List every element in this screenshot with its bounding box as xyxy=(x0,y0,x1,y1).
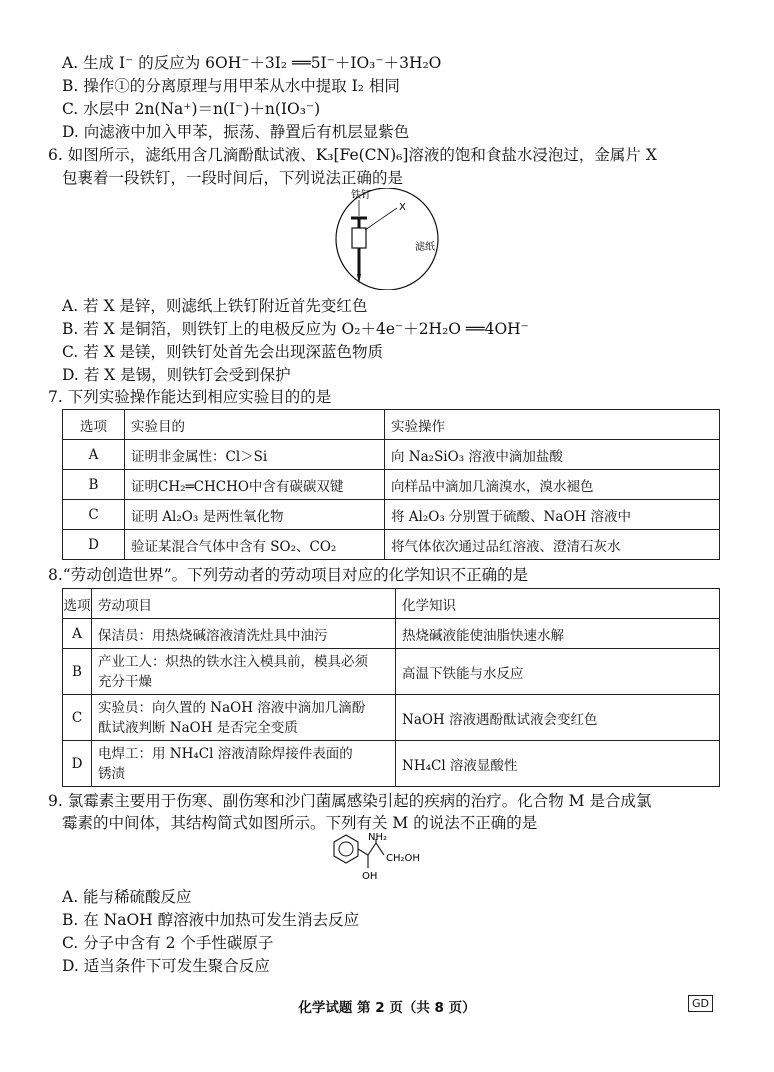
q8-row-project xyxy=(92,741,396,787)
q8-row-project-line2: 酞试液判断 NaOH 是否完全变质 xyxy=(98,719,298,736)
q6-option-d: D. 若 X 是锡，则铁钉会受到保护 xyxy=(62,366,291,384)
q8-table xyxy=(62,588,720,787)
q7-row-purpose: 验证某混合气体中含有 SO₂、CO₂ xyxy=(125,530,385,560)
q6-option-c: C. 若 X 是镁，则铁钉处首先会出现深蓝色物质 xyxy=(62,343,384,361)
q8-row-project-line1: 实验员：向久置的 NaOH 溶液中滴加几滴酚 xyxy=(98,699,366,716)
q7-row-purpose: 证明非金属性：Cl＞Si xyxy=(125,440,385,470)
table-row xyxy=(63,741,720,787)
q7-header-operation: 实验操作 xyxy=(385,410,720,440)
q9-structure-formula xyxy=(322,832,432,884)
q8-stem: 8.“劳动创造世界”。下列劳动者的劳动项目对应的化学知识不正确的是 xyxy=(48,566,529,584)
q8-row-knowledge: 高温下铁能与水反应 xyxy=(396,649,720,695)
table-row xyxy=(63,440,720,470)
q8-row-project xyxy=(92,695,396,741)
filter-paper-circle xyxy=(336,188,438,290)
q8-row-knowledge: NaOH 溶液遇酚酞试液会变红色 xyxy=(396,695,720,741)
q7-row-option: C xyxy=(63,500,125,530)
q7-row-operation: 向样品中滴加几滴溴水，溴水褪色 xyxy=(385,470,720,500)
q8-row-project-line1: 电焊工：用 NH₄Cl 溶液清除焊接件表面的 xyxy=(98,745,353,762)
label-x: X xyxy=(399,202,406,213)
q5-option-b: B. 操作①的分离原理与用甲苯从水中提取 I₂ 相同 xyxy=(62,77,400,95)
table-row xyxy=(63,695,720,741)
q8-header-row xyxy=(63,589,720,619)
q7-table xyxy=(62,409,720,560)
metal-x-wrap xyxy=(352,228,366,248)
q7-row-purpose: 证明 Al₂O₃ 是两性氧化物 xyxy=(125,500,385,530)
q8-row-project-line1: 产业工人：炽热的铁水注入模具前，模具必须 xyxy=(98,653,368,670)
q5-option-c: C. 水层中 2n(Na⁺)＝n(I⁻)＋n(IO₃⁻) xyxy=(62,100,321,118)
q7-row-operation: 将 Al₂O₃ 分别置于硫酸、NaOH 溶液中 xyxy=(385,500,720,530)
q9-option-a: A. 能与稀硫酸反应 xyxy=(62,888,192,906)
q7-row-operation: 将气体依次通过品红溶液、澄清石灰水 xyxy=(385,530,720,560)
table-row xyxy=(63,470,720,500)
q9-option-c: C. 分子中含有 2 个手性碳原子 xyxy=(62,934,274,952)
page-footer: 化学试题 第 2 页（共 8 页） xyxy=(298,1000,476,1016)
q9-option-d: D. 适当条件下可发生聚合反应 xyxy=(62,957,270,975)
q8-row-project-line1: 保洁员：用热烧碱溶液清洗灶具中油污 xyxy=(98,627,328,644)
table-row xyxy=(63,619,720,649)
q5-option-a: A. 生成 I⁻ 的反应为 6OH⁻＋3I₂ ══5I⁻＋IO₃⁻＋3H₂O xyxy=(62,54,442,72)
q6-figure-nail-in-filter-paper xyxy=(315,188,455,290)
benzene-ring xyxy=(334,835,358,863)
q8-header-option: 选项 xyxy=(63,589,92,619)
label-ch2oh: CH₂OH xyxy=(386,853,420,864)
q9-stem-line1: 9. 氯霉素主要用于伤寒、副伤寒和沙门菌属感染引起的疾病的治疗。化合物 M 是合成氯 xyxy=(48,792,652,810)
q8-row-project xyxy=(92,649,396,695)
q6-stem-line2: 包裹着一段铁钉，一段时间后，下列说法正确的是 xyxy=(62,169,404,187)
q8-header-project: 劳动项目 xyxy=(92,589,396,619)
q7-row-option: A xyxy=(63,440,125,470)
q9-option-b: B. 在 NaOH 醇溶液中加热可发生消去反应 xyxy=(62,911,360,929)
q6-option-b: B. 若 X 是铜箔，则铁钉上的电极反应为 O₂＋4e⁻＋2H₂O ══4OH⁻ xyxy=(62,320,529,338)
q8-row-knowledge: 热烧碱液能使油脂快速水解 xyxy=(396,619,720,649)
table-row xyxy=(63,500,720,530)
q8-row-option: D xyxy=(63,741,92,787)
q7-header-row xyxy=(63,410,720,440)
q8-row-project-line2: 锈渍 xyxy=(98,765,125,782)
label-nh2: NH₂ xyxy=(368,832,388,843)
label-oh: OH xyxy=(362,871,378,882)
table-row xyxy=(63,530,720,560)
q7-header-option: 选项 xyxy=(63,410,125,440)
q8-row-option: B xyxy=(63,649,92,695)
q8-row-option: A xyxy=(63,619,92,649)
q8-row-project-line2: 充分干燥 xyxy=(98,673,152,690)
table-row xyxy=(63,649,720,695)
q7-header-purpose: 实验目的 xyxy=(125,410,385,440)
q7-stem: 7. 下列实验操作能达到相应实验目的的是 xyxy=(48,388,332,406)
q7-row-purpose: 证明CH₂═CHCHO中含有碳碳双键 xyxy=(125,470,385,500)
q6-stem-line1: 6. 如图所示，滤纸用含几滴酚酞试液、K₃[Fe(CN)₆]溶液的饱和食盐水浸泡过，金属片 X xyxy=(48,146,657,164)
label-filter-paper: 滤纸 xyxy=(415,242,435,253)
q7-row-operation: 向 Na₂SiO₃ 溶液中滴加盐酸 xyxy=(385,440,720,470)
q5-option-d: D. 向滤液中加入甲苯，振荡、静置后有机层显紫色 xyxy=(62,123,410,141)
q9-stem-line2: 霉素的中间体，其结构简式如图所示。下列有关 M 的说法不正确的是 xyxy=(62,814,538,832)
q8-row-project xyxy=(92,619,396,649)
label-nail: 铁钉 xyxy=(351,190,371,201)
q7-row-option: B xyxy=(63,470,125,500)
q8-header-knowledge: 化学知识 xyxy=(396,589,720,619)
q8-row-knowledge: NH₄Cl 溶液显酸性 xyxy=(396,741,720,787)
q8-row-option: C xyxy=(63,695,92,741)
q6-option-a: A. 若 X 是锌，则滤纸上铁钉附近首先变红色 xyxy=(62,297,368,315)
region-badge: GD xyxy=(688,995,713,1012)
q7-row-option: D xyxy=(63,530,125,560)
